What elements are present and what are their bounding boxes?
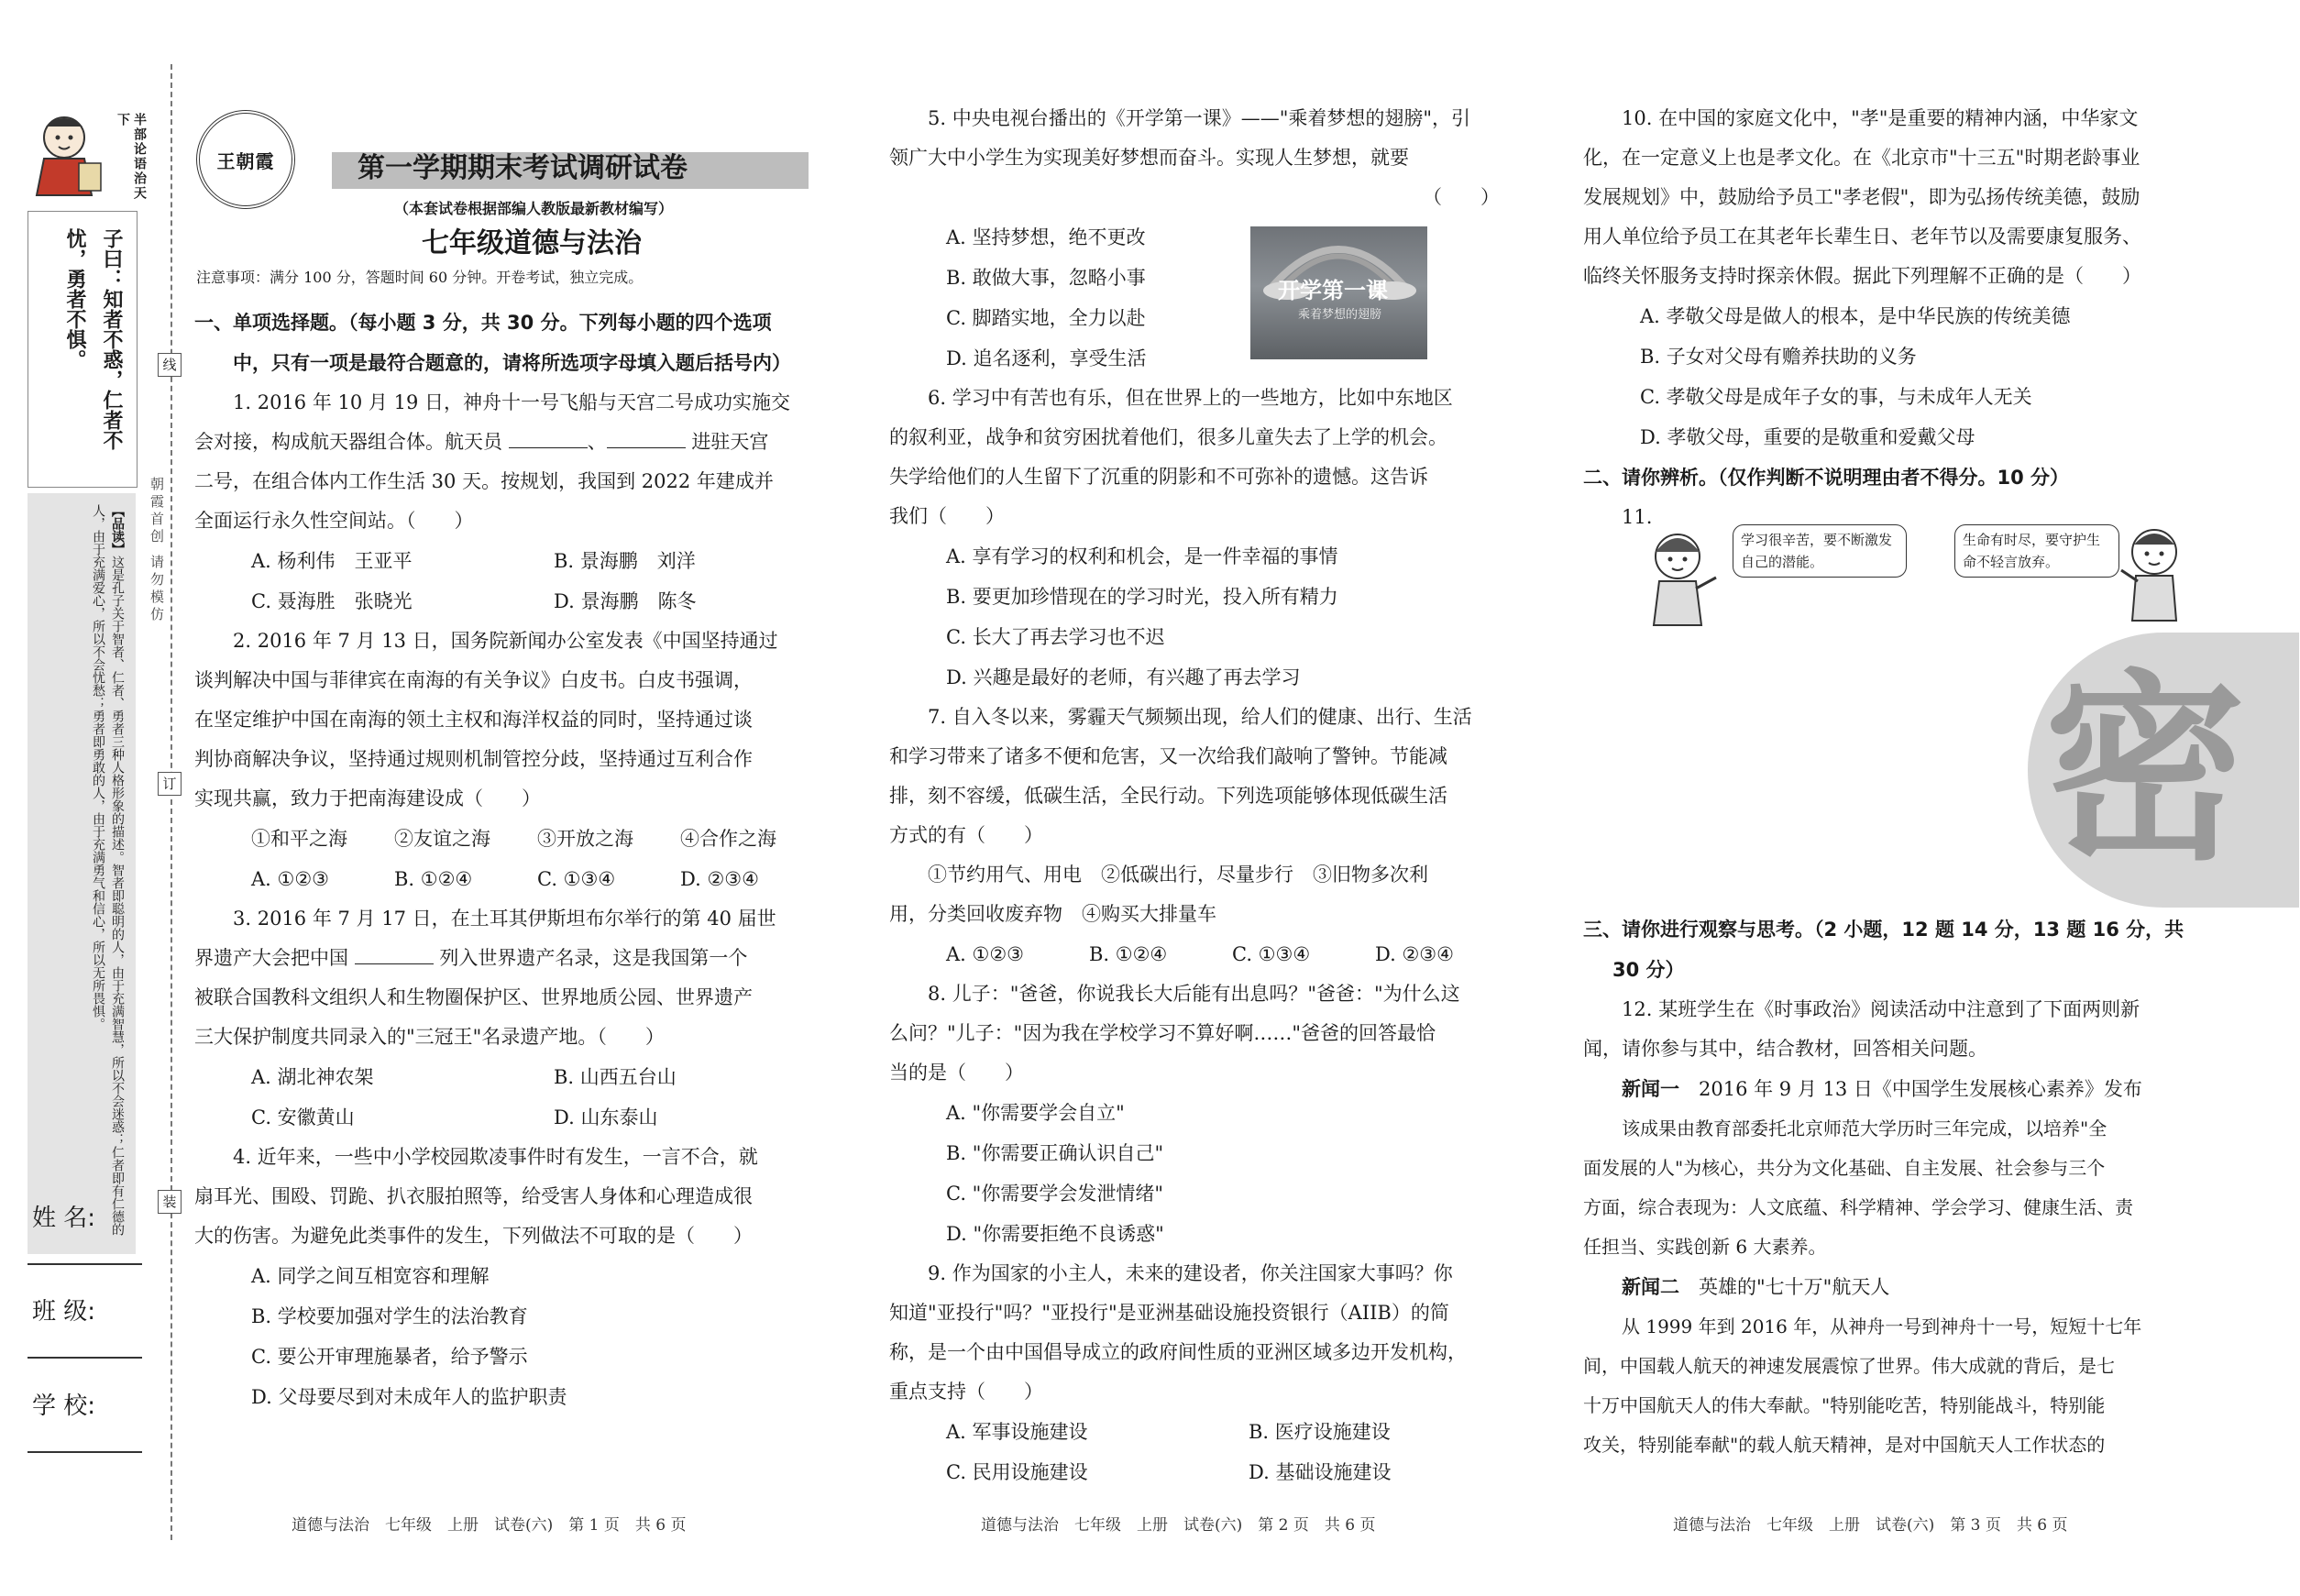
- q3-line: 被联合国教科文组织人和生物圈保护区、世界地质公园、世界遗产: [194, 986, 753, 1008]
- q3-line: 三大保护制度共同录入的"三冠王"名录遗产地。（ ）: [194, 1026, 665, 1048]
- confidential-seal-text: 密: [2044, 653, 2247, 887]
- q1-text: 进驻天宫: [691, 431, 769, 453]
- q5-image: [1250, 226, 1427, 359]
- bubble-boy: [1954, 524, 2119, 578]
- q11-number: 11.: [1622, 506, 1653, 528]
- q3-text: 界遗产大会把中国: [194, 947, 348, 969]
- q1-blank-2[interactable]: [607, 429, 686, 448]
- news-1-title: 2016 年 9 月 13 日《中国学生发展核心素养》发布: [1699, 1078, 2142, 1100]
- notice: 注意事项：满分 100 分，答题时间 60 分钟。开卷考试，独立完成。: [196, 269, 644, 286]
- q2-line: 在坚定维护中国在南海的领土主权和海洋权益的同时，坚持通过谈: [194, 709, 753, 731]
- school-label: 学 校:: [32, 1392, 96, 1420]
- section-3-heading: 三、请你进行观察与思考。（2 小题，12 题 14 分，13 题 16 分，共: [1583, 919, 2184, 941]
- section-2-heading: 二、请你辨析。（仅作判断不说明理由者不得分。10 分）: [1583, 467, 2070, 489]
- news-1-line: 任担当、实践创新 6 大素养。: [1583, 1236, 1827, 1258]
- page-footer-1: 道德与法治 七年级 上册 试卷(六) 第 1 页 共 6 页: [292, 1516, 687, 1535]
- q9-option-b[interactable]: B. 医疗设施建设: [1249, 1421, 1391, 1443]
- q1-line: 1. 2016 年 10 月 19 日，神舟十一号飞船与天宫二号成功实施交: [233, 391, 790, 413]
- q10-line: 用人单位给予员工在其老年长辈生日、老年节以及需要康复服务、: [1583, 226, 2141, 248]
- q7-option-b[interactable]: B. ①②④: [1089, 943, 1168, 965]
- q5-option-a[interactable]: A. 坚持梦想，绝不更改: [946, 226, 1146, 248]
- q8-line: 么问？"儿子："因为我在学校学习不算好啊……"爸爸的回答最恰: [889, 1022, 1436, 1044]
- q1-blank-1[interactable]: [509, 429, 588, 448]
- q2-option-b[interactable]: B. ①②④: [394, 868, 473, 890]
- quote-box: [28, 211, 138, 488]
- q10-line: 10. 在中国的家庭文化中，"孝"是重要的精神内涵，中华家文: [1622, 107, 2139, 129]
- q8-option-c[interactable]: C. "你需要学会发泄情绪": [946, 1183, 1163, 1205]
- q4-option-c[interactable]: C. 要公开审理施暴者，给予警示: [251, 1346, 528, 1368]
- news-1-line: 该成果由教育部委托北京师范大学历时三年完成，以培养"全: [1622, 1117, 2107, 1139]
- q1-line: 全面运行永久性空间站。（ ）: [194, 510, 474, 532]
- q6-line: 的叙利亚，战争和贫穷困扰着他们，很多儿童失去了上学的机会。: [889, 426, 1447, 448]
- q10-option-a[interactable]: A. 孝敬父母是做人的根本，是中华民族的传统美德: [1640, 305, 2071, 327]
- news-1-label: 新闻一: [1622, 1077, 1679, 1100]
- q10-option-c[interactable]: C. 孝敬父母是成年子女的事，与未成年人无关: [1640, 386, 2032, 408]
- logo-text: 王朝霞: [216, 149, 275, 172]
- q5-option-d[interactable]: D. 追名逐利，享受生活: [946, 347, 1147, 369]
- exam-title: 第一学期期末考试调研试卷: [358, 152, 688, 184]
- q8-option-b[interactable]: B. "你需要正确认识自己": [946, 1142, 1164, 1164]
- q5-line: 5. 中央电视台播出的《开学第一课》——"乘着梦想的翅膀"，引: [928, 107, 1471, 129]
- q7-line: 方式的有（ ）: [889, 824, 1043, 846]
- page-footer-2: 道德与法治 七年级 上册 试卷(六) 第 2 页 共 6 页: [981, 1516, 1376, 1535]
- q5-image-title: 开学第一课: [1278, 278, 1388, 303]
- news-2-title: 英雄的"七十万"航天人: [1699, 1276, 1890, 1298]
- q2-line: 判协商解决争议，坚持通过规则机制管控分歧，坚持通过互利合作: [194, 748, 753, 770]
- q2-option-c[interactable]: C. ①③④: [537, 868, 616, 890]
- column-3: [1583, 99, 2194, 537]
- q3-blank[interactable]: [355, 945, 434, 964]
- q5-paren: （ ）: [1423, 186, 1500, 208]
- q11-illustration: [1641, 515, 2154, 634]
- q3-line: 3. 2016 年 7 月 17 日，在土耳其伊斯坦布尔举行的第 40 届世: [233, 908, 776, 930]
- reading-text: [88, 504, 127, 1247]
- q7-line: 排，刻不容缓，低碳生活，全民行动。下列选项能够体现低碳生活: [889, 785, 1447, 807]
- q2-line: 2. 2016 年 7 月 13 日，国务院新闻办公室发表《中国坚持通过: [233, 630, 778, 652]
- page-footer-3: 道德与法治 七年级 上册 试卷(六) 第 3 页 共 6 页: [1673, 1516, 2068, 1535]
- logo: [196, 110, 295, 209]
- q6-option-a[interactable]: A. 享有学习的权利和机会，是一件幸福的事情: [946, 545, 1338, 567]
- sidebar: [28, 108, 151, 1502]
- reading-label: 【品读】: [110, 504, 125, 556]
- school-field[interactable]: [28, 1451, 142, 1453]
- q5-line: 领广大中小学生为实现美好梦想而奋斗。实现人生梦想，就要: [889, 147, 1409, 169]
- subject-title: 七年级道德与法治: [422, 227, 642, 259]
- q12-line: 12. 某班学生在《时事政治》阅读活动中注意到了下面两则新: [1622, 998, 2140, 1020]
- q4-line: 扇耳光、围殴、罚跪、扒衣服拍照等，给受害人身体和心理造成很: [194, 1185, 753, 1207]
- q2-option-a[interactable]: A. ①②③: [251, 868, 329, 890]
- q3-text: 列入世界遗产名录，这是我国第一个: [439, 947, 748, 969]
- column-2: [889, 99, 1500, 1492]
- q1-option-b[interactable]: B. 景海鹏 刘洋: [554, 550, 696, 572]
- q2-item: ③开放之海: [537, 828, 633, 850]
- q2-line: 实现共赢，致力于把南海建设成（ ）: [194, 787, 541, 809]
- col1-body: [194, 303, 803, 1417]
- q10-line: 发展规划》中，鼓励给予员工"孝老假"，即为弘扬传统美德，鼓励: [1583, 186, 2140, 208]
- news-1-heading: [1583, 1069, 2194, 1109]
- q9-option-a[interactable]: A. 军事设施建设: [946, 1421, 1088, 1443]
- q9-line: 9. 作为国家的小主人，未来的建设者，你关注国家大事吗？你: [928, 1262, 1453, 1284]
- q2-line: 谈判解决中国与菲律宾在南海的有关争议》白皮书。白皮书强调，: [194, 669, 753, 691]
- seal-char-3: 装: [158, 1190, 182, 1214]
- q4-option-d[interactable]: D. 父母要尽到对未成年人的监护职责: [251, 1386, 567, 1408]
- girl-cartoon: [1641, 524, 1723, 634]
- bubble-girl-text: 学习很辛苦，要不断激发自己的潜能。: [1741, 532, 1893, 570]
- q10-line: 临终关怀服务支持时探亲休假。据此下列理解不正确的是（ ）: [1583, 265, 2141, 287]
- q1-line: 二号，在组合体内工作生活 30 天。按规划，我国到 2022 年建成并: [194, 470, 774, 492]
- name-label: 姓 名:: [32, 1205, 96, 1232]
- q5-option-b[interactable]: B. 敢做大事，忽略小事: [946, 267, 1146, 289]
- reading-body: 这是孔子关于智者、仁者、勇者三种人格形象的描述。智者即聪明的人，由于充满智慧，所以不会迷惑；仁者即有仁德的人，由于充满爱心，所以不会忧愁；勇者即勇敢的人，由于充满勇气和信心，所以无所畏惧。: [91, 504, 125, 1236]
- q2-item: ④合作之海: [680, 828, 776, 850]
- q6-line: 6. 学习中有苦也有乐，但在世界上的一些地方，比如中东地区: [928, 387, 1453, 409]
- quote-text: 子曰：知者不惑，仁者不忧，勇者不惧。: [63, 228, 123, 450]
- motto-top: 半部论语治天下: [116, 113, 147, 201]
- q1-text: 、: [587, 431, 607, 453]
- q3-option-c[interactable]: C. 安徽黄山: [251, 1106, 355, 1128]
- class-label: 班 级:: [32, 1298, 96, 1326]
- seal-char-1: 线: [158, 353, 182, 377]
- q8-option-a[interactable]: A. "你需要学会自立": [946, 1102, 1125, 1124]
- q6-line: 失学给他们的人生留下了沉重的阴影和不可弥补的遗憾。这告诉: [889, 466, 1428, 488]
- news-2-heading: [1583, 1267, 2194, 1307]
- q9-line: 称，是一个由中国倡导成立的政府间性质的亚洲区域多边开发机构，: [889, 1341, 1467, 1363]
- q3-option-a[interactable]: A. 湖北神农架: [251, 1066, 374, 1088]
- confidential-seal: [2028, 633, 2299, 908]
- q1-line: [194, 423, 803, 462]
- vertical-note: 朝霞首创 请勿模仿: [149, 477, 165, 624]
- news-2-line: 攻关，特别能奉献"的载人航天精神，是对中国航天人工作状态的: [1583, 1434, 2106, 1456]
- boy-cartoon: [2118, 515, 2191, 625]
- q2-option-d[interactable]: D. ②③④: [680, 868, 759, 890]
- q2-item: ②友谊之海: [394, 828, 490, 850]
- q5-option-c[interactable]: C. 脚踏实地，全力以赴: [946, 307, 1146, 329]
- confucius-cartoon: [28, 108, 115, 200]
- binding-line: [171, 64, 172, 1540]
- q9-option-d[interactable]: D. 基础设施建设: [1249, 1461, 1392, 1483]
- q9-option-c[interactable]: C. 民用设施建设: [946, 1461, 1088, 1483]
- q6-line: 我们（ ）: [889, 505, 1005, 527]
- seal-char-2: 订: [158, 772, 182, 796]
- q9-line: 重点支持（ ）: [889, 1381, 1043, 1403]
- name-field[interactable]: [28, 1263, 142, 1265]
- q6-option-c[interactable]: C. 长大了再去学习也不迟: [946, 626, 1165, 648]
- q4-option-a[interactable]: A. 同学之间互相宽容和理解: [251, 1265, 490, 1287]
- q1-option-d[interactable]: D. 景海鹏 陈冬: [554, 590, 697, 612]
- q7-line: ①节约用气、用电 ②低碳出行，尽量步行 ③旧物多次利: [928, 864, 1428, 886]
- news-2-line: 十万中国航天人的伟大奉献。"特别能吃苦，特别能战斗，特别能: [1583, 1394, 2106, 1416]
- q10-line: 化，在一定意义上也是孝文化。在《北京市"十三五"时期老龄事业: [1583, 147, 2140, 169]
- q4-line: 4. 近年来，一些中小学校园欺凌事件时有发生，一言不合，就: [233, 1146, 758, 1168]
- bubble-boy-text: 生命有时尽，要守护生命不轻言放弃。: [1963, 532, 2101, 570]
- q7-line: 和学习带来了诸多不便和危害，又一次给我们敲响了警钟。节能减: [889, 745, 1447, 767]
- bubble-girl: [1733, 524, 1907, 578]
- section-1-heading: 一、单项选择题。（每小题 3 分，共 30 分。下列每小题的四个选项: [194, 312, 772, 334]
- q8-line: 当的是（ ）: [889, 1062, 1024, 1084]
- q4-option-b[interactable]: B. 学校要加强对学生的法治教育: [251, 1305, 528, 1327]
- q6-option-d[interactable]: D. 兴趣是最好的老师，有兴趣了再去学习: [946, 666, 1301, 688]
- q7-option-a[interactable]: A. ①②③: [946, 943, 1024, 965]
- q3-option-b[interactable]: B. 山西五台山: [554, 1066, 677, 1088]
- news-2-line: 间，中国载人航天的神速发展震惊了世界。伟大成就的背后，是七: [1583, 1355, 2115, 1377]
- q8-option-d[interactable]: D. "你需要拒绝不良诱惑": [946, 1223, 1164, 1245]
- news-1-line: 面发展的人"为核心，共分为文化基础、自主发展、社会参与三个: [1583, 1157, 2106, 1179]
- q8-line: 8. 儿子："爸爸，你说我长大后能有出息吗？"爸爸："为什么这: [928, 983, 1460, 1005]
- q1-option-c[interactable]: C. 聂海胜 张晓光: [251, 590, 413, 612]
- q1-option-a[interactable]: A. 杨利伟 王亚平: [251, 550, 413, 572]
- section-3-heading-cont: 30 分）: [1612, 959, 1685, 981]
- q9-line: 知道"亚投行"吗？"亚投行"是亚洲基础设施投资银行（AIIB）的简: [889, 1302, 1449, 1324]
- q5-image-sub: 乘着梦想的翅膀: [1298, 308, 1382, 322]
- q10-option-b[interactable]: B. 子女对父母有赡养扶助的义务: [1640, 346, 1917, 368]
- news-1-line: 方面，综合表现为：人文底蕴、科学精神、学会学习、健康生活、责: [1583, 1196, 2133, 1218]
- section-1-heading-cont: 中，只有一项是最符合题意的，请将所选项字母填入题后括号内）: [233, 352, 791, 374]
- q7-line: 用，分类回收废弃物 ④购买大排量车: [889, 903, 1216, 925]
- q7-option-c[interactable]: C. ①③④: [1232, 943, 1311, 965]
- news-2-label: 新闻二: [1622, 1275, 1679, 1298]
- q1-text: 会对接，构成航天器组合体。航天员: [194, 431, 502, 453]
- col3-lower: [1583, 909, 2194, 1465]
- q3-option-d[interactable]: D. 山东泰山: [554, 1106, 658, 1128]
- q10-option-d[interactable]: D. 孝敬父母，重要的是敬重和爱戴父母: [1640, 426, 1975, 448]
- class-field[interactable]: [28, 1357, 142, 1359]
- exam-subtitle: （本套试卷根据部编人教版最新教材编写）: [394, 200, 674, 217]
- q4-line: 大的伤害。为避免此类事件的发生，下列做法不可取的是（ ）: [194, 1225, 753, 1247]
- q3-line: [194, 939, 803, 978]
- q12-line: 闻，请你参与其中，结合教材，回答相关问题。: [1583, 1038, 1987, 1060]
- q2-item: ①和平之海: [251, 828, 347, 850]
- news-2-line: 从 1999 年到 2016 年，从神舟一号到神舟十一号，短短十七年: [1622, 1315, 2142, 1337]
- q7-line: 7. 自入冬以来，雾霾天气频频出现，给人们的健康、出行、生活: [928, 706, 1472, 728]
- reading-box: [28, 493, 136, 1254]
- q6-option-b[interactable]: B. 要更加珍惜现在的学习时光，投入所有精力: [946, 586, 1338, 608]
- q7-option-d[interactable]: D. ②③④: [1375, 943, 1454, 965]
